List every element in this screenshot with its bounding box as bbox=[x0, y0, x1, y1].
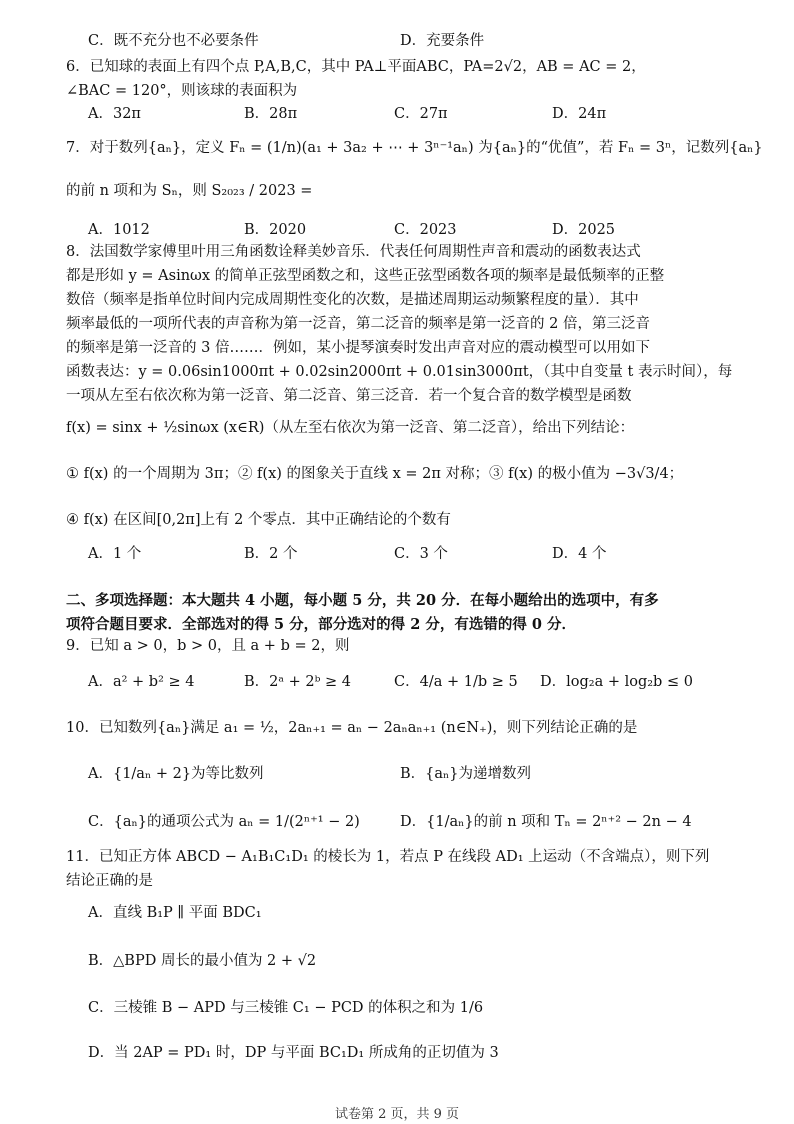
q6-option-d: D．24π bbox=[552, 106, 607, 122]
q7-stem-line1: 7．对于数列{aₙ}，定义 Fₙ = (1/n)(a₁ + 3a₂ + ⋯ + 3ⁿ⁻¹aₙ) 为{aₙ}的“优值”，若 Fₙ = 3ⁿ，记数列{aₙ} bbox=[66, 140, 763, 156]
q11-option-c: C．三棱锥 B − APD 与三棱锥 C₁ − PCD 的体积之和为 1/6 bbox=[88, 1000, 484, 1016]
q6-stem-line2: ∠BAC = 120°，则该球的表面积为 bbox=[66, 83, 298, 99]
q9-option-d: D．log₂a + log₂b ≤ 0 bbox=[540, 674, 693, 690]
q7-option-b: B．2020 bbox=[244, 222, 307, 238]
q8-stem-line10: ④ f(x) 在区间[0,2π]上有 2 个零点．其中正确结论的个数有 bbox=[66, 512, 451, 528]
q8-option-c: C．3 个 bbox=[394, 546, 448, 562]
q9-option-c: C．4/a + 1/b ≥ 5 bbox=[394, 674, 518, 690]
q10-option-c: C．{aₙ}的通项公式为 aₙ = 1/(2ⁿ⁺¹ − 2) bbox=[88, 814, 360, 830]
q7-option-c: C．2023 bbox=[394, 222, 457, 238]
q10-option-d: D．{1/aₙ}的前 n 项和 Tₙ = 2ⁿ⁺² − 2n − 4 bbox=[400, 814, 692, 830]
q11-stem-line2: 结论正确的是 bbox=[66, 873, 153, 889]
q8-stem-line5: 的频率是第一泛音的 3 倍……．例如，某小提琴演奏时发出声音对应的震动模型可以用如下 bbox=[66, 340, 650, 356]
q11-option-b: B．△BPD 周长的最小值为 2 + √2 bbox=[88, 953, 317, 969]
q8-stem-line3: 数倍（频率是指单位时间内完成周期性变化的次数，是描述周期运动频繁程度的量）．其中 bbox=[66, 292, 639, 308]
page-footer: 试卷第 2 页，共 9 页 bbox=[334, 1107, 460, 1122]
q8-option-a: A．1 个 bbox=[88, 546, 142, 562]
q10-option-a: A．{1/aₙ + 2}为等比数列 bbox=[88, 766, 264, 782]
q9-stem: 9．已知 a > 0，b > 0，且 a + b = 2，则 bbox=[66, 638, 350, 654]
q6-option-a: A．32π bbox=[88, 106, 141, 122]
section2-heading-line2: 项符合题目要求．全部选对的得 5 分，部分选对的得 2 分，有选错的得 0 分． bbox=[66, 616, 577, 633]
q10-stem: 10．已知数列{aₙ}满足 a₁ = ½，2aₙ₊₁ = aₙ − 2aₙaₙ₊₁ (n∈N₊)，则下列结论正确的是 bbox=[66, 720, 638, 736]
q6-option-b: B．28π bbox=[244, 106, 298, 122]
q5-option-c: C．既不充分也不必要条件 bbox=[88, 33, 259, 49]
q8-stem-line8: f(x) = sinx + ½sinωx (x∈R)（从左至右依次为第一泛音、第二泛音），给出下列结论： bbox=[66, 420, 635, 436]
q11-option-a: A．直线 B₁P ∥ 平面 BDC₁ bbox=[88, 905, 262, 921]
q7-stem-line2: 的前 n 项和为 Sₙ，则 S₂₀₂₃ / 2023 = bbox=[66, 183, 313, 199]
q10-option-b: B．{aₙ}为递增数列 bbox=[400, 766, 532, 782]
q7-option-d: D．2025 bbox=[552, 222, 616, 238]
q8-stem-line2: 都是形如 y = Asinωx 的简单正弦型函数之和，这些正弦型函数各项的频率是最低频率的正整 bbox=[66, 268, 665, 284]
q8-conclusions-line: ① f(x) 的一个周期为 3π；② f(x) 的图象关于直线 x = 2π 对称；③ f(x) 的极小值为 −3√3/4； bbox=[66, 466, 684, 482]
q5-option-d: D．充要条件 bbox=[400, 33, 485, 49]
q6-stem-line1: 6．已知球的表面上有四个点 P,A,B,C，其中 PA⊥平面ABC，PA=2√2，AB = AC = 2， bbox=[66, 59, 646, 75]
q8-stem-line1: 8．法国数学家傅里叶用三角函数诠释美妙音乐．代表任何周期性声音和震动的函数表达式 bbox=[66, 244, 641, 260]
q8-stem-line4: 频率最低的一项所代表的声音称为第一泛音，第二泛音的频率是第一泛音的 2 倍，第三泛音 bbox=[66, 316, 650, 332]
q11-option-d: D．当 2AP = PD₁ 时，DP 与平面 BC₁D₁ 所成角的正切值为 3 bbox=[88, 1045, 499, 1061]
q7-option-a: A．1012 bbox=[88, 222, 150, 238]
section2-heading-line1: 二、多项选择题：本大题共 4 小题，每小题 5 分，共 20 分．在每小题给出的选项中，有多 bbox=[66, 592, 659, 609]
q9-option-b: B．2ᵃ + 2ᵇ ≥ 4 bbox=[244, 674, 351, 690]
q11-stem-line1: 11．已知正方体 ABCD − A₁B₁C₁D₁ 的棱长为 1，若点 P 在线段 AD₁ 上运动（不含端点），则下列 bbox=[66, 849, 710, 865]
q8-stem-line7: 一项从左至右依次称为第一泛音、第二泛音、第三泛音．若一个复合音的数学模型是函数 bbox=[66, 388, 632, 404]
q6-option-c: C．27π bbox=[394, 106, 448, 122]
q8-option-d: D．4 个 bbox=[552, 546, 607, 562]
q8-stem-line6: 函数表达：y = 0.06sin1000πt + 0.02sin2000πt + 0.01sin3000πt，（其中自变量 t 表示时间），每 bbox=[66, 364, 733, 380]
q8-option-b: B．2 个 bbox=[244, 546, 298, 562]
q9-option-a: A．a² + b² ≥ 4 bbox=[88, 674, 195, 690]
